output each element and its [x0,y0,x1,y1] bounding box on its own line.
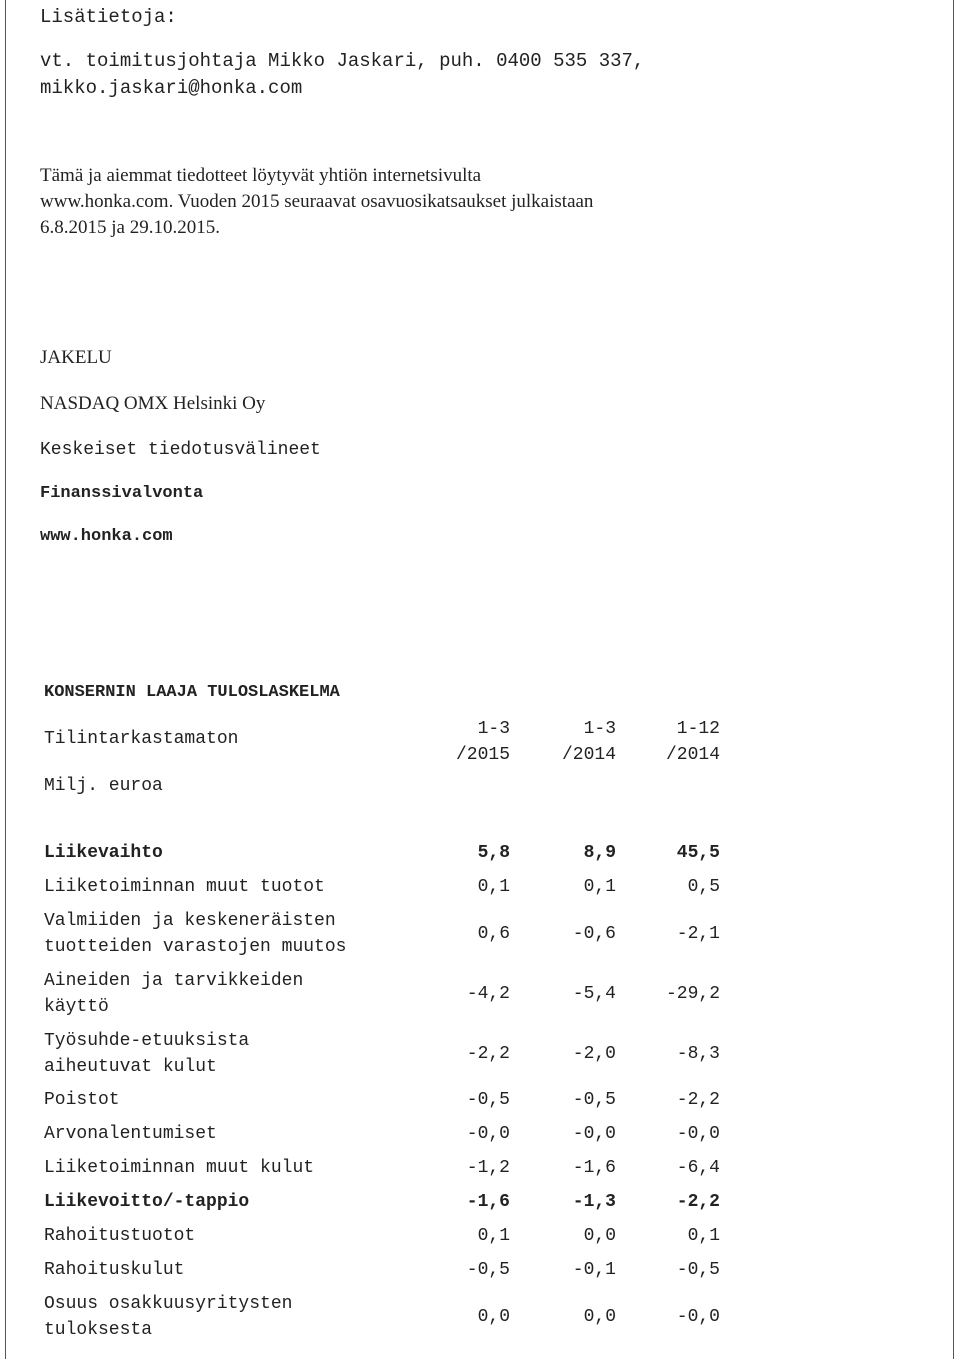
distribution-item: NASDAQ OMX Helsinki Oy [40,393,266,414]
row-value: -0,5 [466,1090,510,1110]
distribution-link[interactable]: www.honka.com [40,527,173,546]
column-header: 1-3 /2015 [455,719,510,765]
row-value: -2,2 [466,1044,510,1064]
row-label: Työsuhde-etuuksista aiheutuvat kulut [44,1031,250,1077]
row-value: 5,8 [477,843,510,863]
row-value: -0,0 [676,1124,720,1144]
row-value: -8,3 [676,1044,720,1064]
statement-unit: Milj. euroa [44,776,163,796]
row-value: -1,6 [466,1192,510,1212]
row-label: Liiketoiminnan muut kulut [44,1158,315,1178]
info-heading: Lisätietoja: [40,6,177,28]
row-value: -1,6 [572,1158,616,1178]
row-value: -0,0 [676,1307,720,1327]
row-value: 0,6 [477,924,510,944]
row-value: 0,1 [687,1226,720,1246]
row-value: -0,0 [572,1124,616,1144]
row-value: -4,2 [466,984,510,1004]
page-border-right [953,0,954,1359]
row-value: 0,1 [583,877,616,897]
statement-title: KONSERNIN LAAJA TULOSLASKELMA [44,683,340,702]
contact-line-1: vt. toimitusjohtaja Mikko Jaskari, puh. 0400 535 337, [40,50,645,72]
row-value: -1,2 [466,1158,510,1178]
row-value: -0,6 [572,924,616,944]
row-label: Poistot [44,1090,120,1110]
row-value: -0,5 [466,1260,510,1280]
row-value: -1,3 [572,1192,616,1212]
row-value: 0,1 [477,1226,510,1246]
row-value: 0,1 [477,877,510,897]
row-value: -0,5 [572,1090,616,1110]
row-value: 0,0 [477,1307,510,1327]
row-value: -5,4 [572,984,616,1004]
row-value: 0,0 [583,1307,616,1327]
row-value: -2,2 [676,1090,720,1110]
statement-subtitle: Tilintarkastamaton [44,729,239,749]
row-value: -6,4 [676,1158,720,1178]
row-label: Osuus osakkuusyritysten tuloksesta [44,1294,293,1340]
row-label: Rahoitustuotot [44,1226,196,1246]
row-value: 8,9 [583,843,616,863]
contact-email[interactable]: mikko.jaskari@honka.com [40,77,303,99]
row-label: Rahoituskulut [44,1260,185,1280]
notice-line-1: Tämä ja aiemmat tiedotteet löytyvät yhtiön internetsivulta [40,165,482,186]
notice-line-3: 6.8.2015 ja 29.10.2015. [40,217,220,238]
row-value: -29,2 [665,984,720,1004]
row-label: Liikevoitto/-tappio [44,1192,250,1212]
row-value: -0,1 [572,1260,616,1280]
row-label: Arvonalentumiset [44,1124,217,1144]
row-value: -2,2 [676,1192,720,1212]
notice-line-2: www.honka.com. Vuoden 2015 seuraavat osavuosikatsaukset julkaistaan [40,191,594,212]
row-label: Aineiden ja tarvikkeiden käyttö [44,971,304,1017]
row-label: Liikevaihto [44,843,163,863]
distribution-item: Finanssivalvonta [40,484,204,503]
row-label: Valmiiden ja keskeneräisten tuotteiden varastojen muutos [44,911,347,957]
column-header: 1-3 /2014 [561,719,616,765]
row-value: -0,5 [676,1260,720,1280]
row-value: -0,0 [466,1124,510,1144]
distribution-item: Keskeiset tiedotusvälineet [40,440,321,460]
row-value: 45,5 [676,843,720,863]
row-label: Liiketoiminnan muut tuotot [44,877,325,897]
column-header: 1-12 /2014 [665,719,720,765]
row-value: -2,0 [572,1044,616,1064]
row-value: -2,1 [676,924,720,944]
row-value: 0,0 [583,1226,616,1246]
distribution-title: JAKELU [40,347,112,368]
row-value: 0,5 [687,877,720,897]
page-border-left [5,0,6,1359]
